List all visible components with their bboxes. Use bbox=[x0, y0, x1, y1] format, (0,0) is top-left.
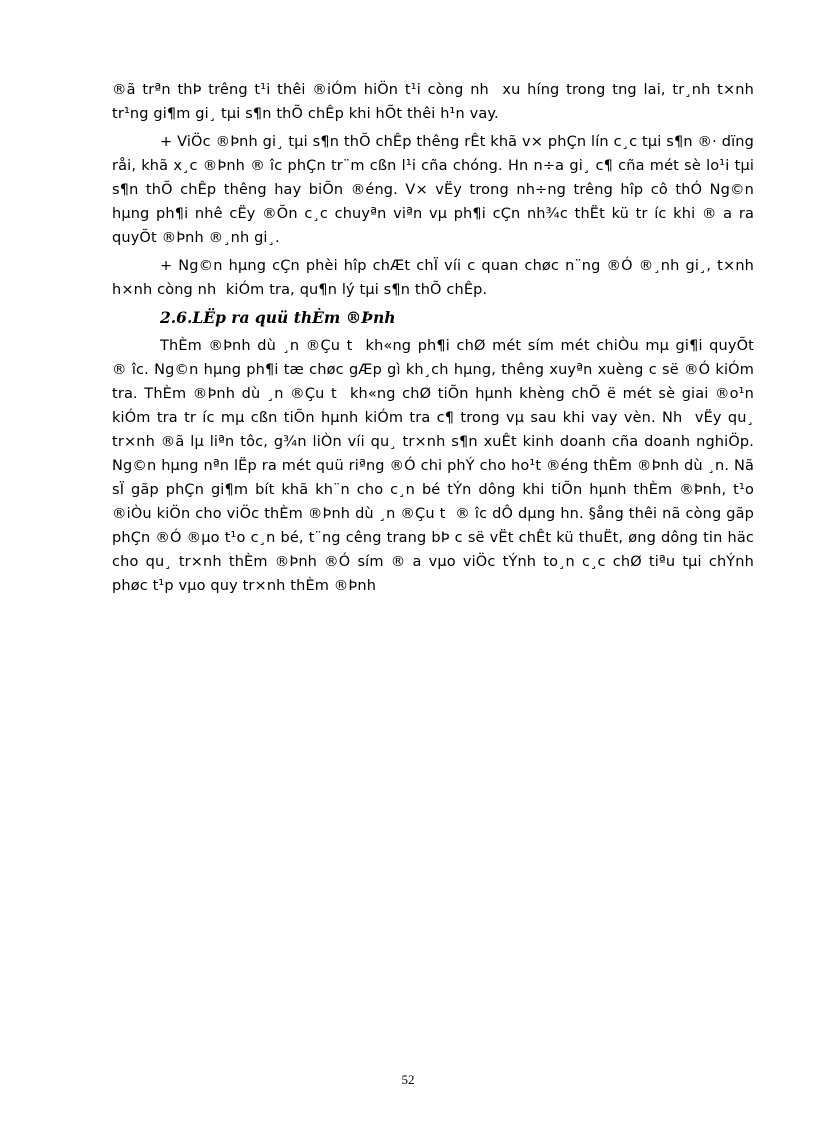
document-body bbox=[112, 78, 754, 598]
body-paragraph: ®ã trªn thÞ trêng t¹i thêi ®iÓm hiÖn t¹i còng nh xu híng trong tng lai, tr¸nh t×nh tr¹ng gi¶m gi¸ tµi s¶n thÕ chÊp khi hÕt thêi h¹n vay. bbox=[112, 82, 754, 122]
section-heading: 2.6.LËp ra quü thÈm ®Þnh bbox=[160, 308, 396, 327]
body-paragraph: + Ng©n hµng cÇn phèi hîp chÆt chÏ víi c quan chøc n¨ng ®Ó ®¸nh gi¸, t×nh h×nh còng nh kiÓm tra, qu¶n lý tµi s¶n thÕ chÊp. bbox=[112, 258, 754, 298]
body-paragraph: ThÈm ®Þnh dù ¸n ®Çu t kh«ng ph¶i chØ mét sím mét chiÒu mµ gi¶i quyÕt ® îc. Ng©n hµng ph¶i tæ chøc gÆp gì kh¸ch hµng, thêng xuyªn xuèng c së ®Ó kiÓm tra. ThÈm ®Þnh dù ¸n ®Çu t kh«ng chØ tiÕn hµnh khèng chÕ ë mét sè giai ®o¹n kiÓm tra tr íc mµ cßn tiÕn hµnh kiÓm tra c¶ trong vµ sau khi vay vèn. Nh vËy qu¸ tr×nh ®ã lµ liªn tôc, g¾n liÒn víi qu¸ tr×nh s¶n xuÊt kinh doanh cña doanh nghiÖp. Ng©n hµng nªn lËp ra mét quü riªng ®Ó chi phÝ cho ho¹t ®éng thÈm ®Þnh dù ¸n. Nã sÏ gãp phÇn gi¶m bít khã kh¨n cho c¸n bé tÝn dông khi tiÕn hµnh thÈm ®Þnh, t¹o ®iÒu kiÖn cho viÖc thÈm ®Þnh dù ¸n ®Çu t ® îc dÔ dµng hn. §ång thêi nã còng gãp phÇn ®Ó ®µo t¹o c¸n bé, t¨ng cêng trang bÞ c së vËt chÊt kü thuËt, øng dông tin häc cho qu¸ tr×nh thÈm ®Þnh ®Ó sím ® a vµo viÖc tÝnh to¸n c¸c chØ tiªu tµi chÝnh phøc t¹p vµo quy tr×nh thÈm ®Þnh bbox=[112, 338, 754, 594]
body-paragraph: + ViÖc ®Þnh gi¸ tµi s¶n thÕ chÊp thêng rÊt khã v× phÇn lín c¸c tµi s¶n ®· dïng råi, khã x¸c ®Þnh ® îc phÇn tr¨m cßn l¹i cña chóng. Hn n÷a gi¸ c¶ cña mét sè lo¹i tµi s¶n thÕ chÊp thêng hay biÕn ®éng. V× vËy trong nh÷ng trêng hîp cô thÓ Ng©n hµng ph¶i nhê cËy ®Õn c¸c chuyªn viªn vµ ph¶i cÇn nh¾c thËt kü tr íc khi ® a ra quyÕt ®Þnh ®¸nh gi¸. bbox=[112, 134, 754, 246]
page-number: 52 bbox=[401, 1072, 415, 1087]
